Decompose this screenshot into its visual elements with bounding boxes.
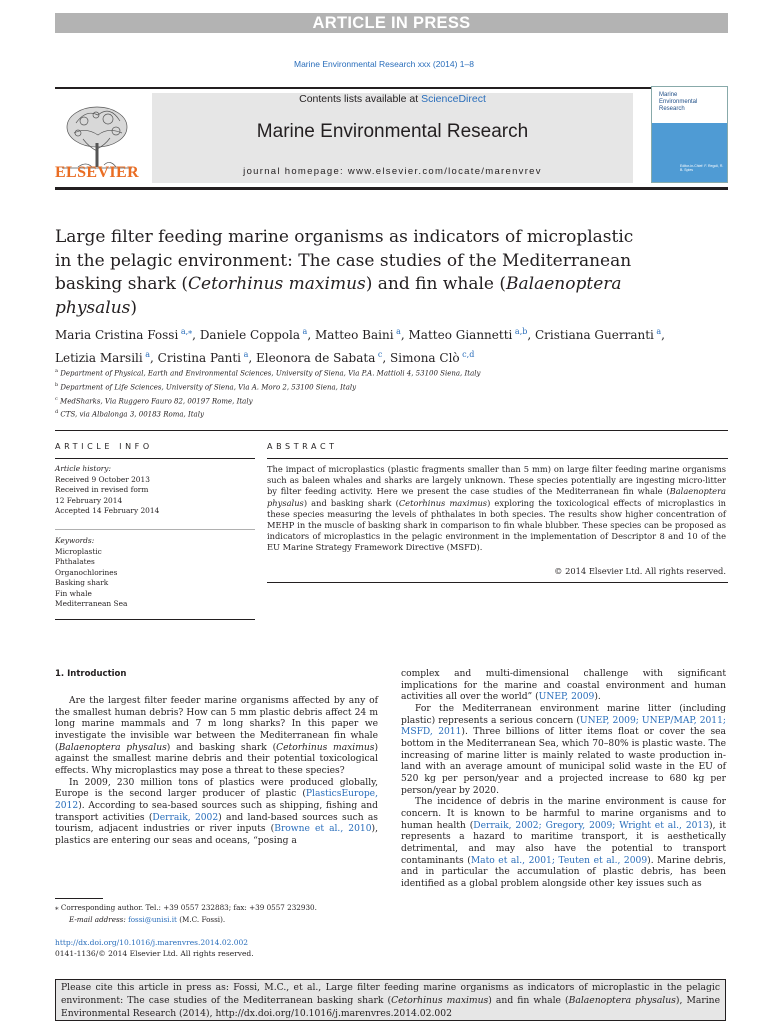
abstract-text: ) exploring the toxicological effects of microplastics in these species measuring the levels of phthalates in both species. The results show higher concentration of MEHP in the muscle of basking shark in comparison to fin whale blubber. These species can be proposed as indicators of microplastics in the pelagic environment in the implementation of Descriptor 8 and 10 of the EU Marine Strategy Framework Directive (MSFD). bbox=[267, 497, 726, 553]
abstract-text bbox=[267, 464, 726, 554]
divider bbox=[55, 619, 255, 620]
journal-title: Marine Environmental Research bbox=[256, 121, 529, 142]
article-title bbox=[55, 226, 645, 320]
keyword: Mediterranean Sea bbox=[55, 599, 128, 608]
body-text: ) and basking shark ( bbox=[166, 742, 277, 753]
history-item: Received in revised form bbox=[55, 485, 149, 494]
affiliation-marker[interactable]: a bbox=[142, 350, 151, 359]
affiliation-marker[interactable]: a bbox=[300, 327, 308, 336]
issn-copyright: 0141-1136/© 2014 Elsevier Ltd. All rights reserved. bbox=[55, 948, 254, 958]
reference-link[interactable]: Derraik, 2002 bbox=[152, 812, 219, 823]
cover-title: Marine Environmental Research bbox=[659, 92, 698, 112]
email-suffix: (M.C. Fossi). bbox=[176, 914, 226, 924]
journal-cite-line[interactable]: Marine Environmental Research xxx (2014) 1–8 bbox=[293, 59, 474, 69]
email-link[interactable]: fossi@unisi.it bbox=[128, 914, 177, 924]
author-name: Eleonora de Sabata bbox=[255, 351, 376, 365]
affiliation: $^c$ MedSharks, Via Ruggero Fauro 82, 00197 Rome, Italy bbox=[55, 395, 253, 405]
reference-link[interactable]: Mato et al., 2001; Teuten et al., 2009 bbox=[470, 855, 648, 866]
affiliations bbox=[55, 366, 675, 421]
body-text: ) against the smallest marine debris and their potential toxicological effects. Why microplastics may pose a threat to these species? bbox=[55, 742, 378, 776]
body-text: ). According to sea-based sources such as shipping, fishing and transport activities ( bbox=[55, 800, 378, 823]
title-text: ) and fin whale ( bbox=[365, 274, 507, 294]
species-name: Balaenoptera physalus bbox=[568, 994, 676, 1006]
doi-link[interactable]: http://dx.doi.org/10.1016/j.marenvres.2014.02.002 bbox=[55, 938, 249, 947]
body-text: ), plastics are entering our seas and oceans, “posing a bbox=[55, 824, 378, 846]
history-item: Received 9 October 2013 bbox=[55, 474, 150, 484]
author-name: Cristina Panti bbox=[157, 351, 242, 365]
sciencedirect-link[interactable]: ScienceDirect bbox=[421, 93, 486, 105]
header-rule-bottom bbox=[55, 187, 728, 190]
author-name: Daniele Coppola bbox=[199, 328, 300, 342]
author-name: Matteo Giannetti bbox=[408, 328, 513, 342]
keyword: Basking shark bbox=[55, 578, 109, 587]
divider bbox=[55, 430, 728, 431]
section-heading-introduction: 1. Introduction bbox=[55, 669, 127, 679]
species-name: Cetorhinus maximus bbox=[391, 994, 489, 1006]
citation-text: ) and fin whale ( bbox=[488, 994, 569, 1006]
author-name: Maria Cristina Fossi bbox=[55, 328, 179, 342]
divider bbox=[267, 582, 728, 583]
body-column-right bbox=[401, 669, 726, 890]
corresponding-author: Corresponding author. Tel.: +39 0557 232883; fax: +39 0557 232930. bbox=[60, 903, 317, 912]
body-text: ) and land-based sources such as tourism, adjacent industries or river inputs ( bbox=[55, 812, 378, 835]
abstract-text: The impact of microplastics (plastic fragments smaller than 5 mm) on large filter feeding marine organisms such as baleen whales and sharks are largely unknown. These species potentially are ingesting micro-litter by filter feeding activity. Here we present the case studies of the Mediterranean fin whale ( bbox=[267, 464, 726, 497]
article-history bbox=[55, 464, 260, 517]
body-paragraph bbox=[401, 704, 726, 797]
footnote bbox=[55, 902, 385, 925]
citation-text: Please cite this article in press as: Fossi, M.C., et al., Large filter feeding marine organisms as indicators of microplastic in the pelagic environment: The case studies of the Mediterranean basking shark ( bbox=[61, 982, 720, 1006]
contents-prefix: Contents lists available at bbox=[299, 93, 422, 105]
history-item: Accepted 14 February 2014 bbox=[55, 506, 160, 515]
species-name: Cetorhinus maximus bbox=[188, 274, 366, 294]
species-name: Balaenoptera physalus bbox=[55, 274, 622, 318]
footnote-rule bbox=[55, 898, 103, 899]
affiliation-marker[interactable]: a,b bbox=[512, 327, 528, 336]
keyword: Phthalates bbox=[55, 557, 95, 566]
abstract-heading: ABSTRACT bbox=[267, 442, 338, 451]
journal-cover-thumbnail[interactable] bbox=[651, 86, 728, 183]
divider bbox=[55, 529, 255, 530]
reference-link[interactable]: Browne et al., 2010 bbox=[274, 824, 372, 835]
species-name: Balaenoptera physalus bbox=[58, 742, 167, 753]
citation-text: ), Marine Environmental Research (2014), http://dx.doi.org/10.1016/j.marenvres.2014.02.002 bbox=[61, 994, 721, 1019]
author-name: Cristiana Guerranti bbox=[535, 328, 654, 342]
body-text: Are the largest filter feeder marine organisms affected by any of the smallest human debris? How can 5 mm plastic debris affect 24 m long marine mammals and 7 m long sharks? In this paper we investigate the invisible war between the Mediterranean fin whale ( bbox=[55, 696, 378, 753]
author-name: Letizia Marsili bbox=[55, 351, 143, 365]
author-name: Matteo Baini bbox=[314, 328, 394, 342]
email-label: E-mail address: bbox=[69, 914, 129, 924]
header-rule-top bbox=[55, 87, 728, 89]
reference-link[interactable]: Derraik, 2002; Gregory, 2009; Wright et al., 2013 bbox=[473, 820, 710, 831]
affiliation-marker[interactable]: a bbox=[393, 327, 401, 336]
affiliation-marker[interactable]: c,d bbox=[459, 350, 475, 359]
body-text: The incidence of debris in the marine environment is cause for concern. It is known to be harmful to marine organisms and to human health ( bbox=[401, 797, 726, 831]
keywords bbox=[55, 536, 260, 610]
history-item: 12 February 2014 bbox=[55, 495, 123, 505]
citation-box bbox=[55, 979, 726, 1021]
author-list: Maria Cristina Fossi $^{a,⁎}$, Daniele Coppola $^a$, Matteo Baini $^a$, Matteo Giannetti $^{a,b}$, Cristiana Guerranti $^a$, Letizia Marsili $^a$, Cristina Panti $^a$, Eleonora de Sabata $^c$, Simona Clò $^{c,d}$ bbox=[55, 327, 665, 365]
affiliation-marker[interactable]: a bbox=[653, 327, 662, 336]
body-text: In 2009, 230 million tons of plastics were produced globally, Europe is the second larger producer of plastic ( bbox=[55, 777, 378, 800]
body-text: ). Three billions of litter items float or cover the sea bottom in the Mediterranean Sea, which 70–80% is plastic waste. The increasing of marine litter is mainly related to waste production in-land with an average amount of municipal solid waste in the EU of 520 kg per person/year and a projected increase to 680 kg per person/year by 2020. bbox=[401, 727, 726, 796]
keyword: Microplastic bbox=[55, 546, 102, 556]
body-paragraph bbox=[55, 778, 378, 848]
keywords-label: Keywords: bbox=[55, 536, 95, 545]
cover-subtitle: Editor-in-Chief: F. Regoli, R. B. Spies bbox=[680, 164, 724, 172]
affiliation-marker[interactable]: a,⁎ bbox=[178, 327, 193, 336]
body-text: ). bbox=[594, 692, 601, 703]
species-name: Cetorhinus maximus bbox=[276, 742, 375, 753]
title-text: Large filter feeding marine organisms as indicators of microplastic in the pelagic environment: The case studies of the Mediterranean basking shark ( bbox=[55, 227, 634, 294]
keyword: Organochlorines bbox=[55, 567, 118, 577]
reference-link[interactable]: UNEP, 2009; UNEP/MAP, 2011; MSFD, 2011 bbox=[401, 715, 726, 738]
body-text: complex and multi-dimensional challenge with significant implications for the marine and coastal environment and human activities all over the world” ( bbox=[401, 669, 726, 703]
abstract-copyright: © 2014 Elsevier Ltd. All rights reserved. bbox=[554, 566, 726, 576]
divider bbox=[267, 458, 728, 459]
history-label: Article history: bbox=[55, 464, 111, 473]
species-name: Cetorhinus maximus bbox=[398, 497, 488, 508]
elsevier-wordmark: ELSEVIER bbox=[54, 164, 140, 181]
affiliation: $^d$ CTS, via Albalonga 3, 00183 Roma, Italy bbox=[55, 409, 204, 419]
article-in-press-banner: ARTICLE IN PRESS bbox=[55, 13, 728, 33]
body-text: For the Mediterranean environment marine litter (including plastic) represents a serious concern ( bbox=[401, 703, 726, 726]
affiliation-marker[interactable]: a bbox=[241, 350, 249, 359]
doi-block bbox=[55, 938, 355, 959]
affiliation: $^a$ Department of Physical, Earth and Environmental Sciences, University of Siena, Via P.A. Mattioli 4, 53100 Siena, Italy bbox=[55, 368, 481, 378]
contents-line bbox=[152, 93, 633, 105]
abstract-text: ) and basking shark ( bbox=[303, 497, 399, 508]
asterisk-icon: ⁎ bbox=[55, 903, 61, 912]
affiliation-marker[interactable]: c bbox=[375, 350, 383, 359]
body-paragraph bbox=[401, 797, 726, 890]
body-text: ), it represents a hazard to maritime transport, it is aesthetically detrimental, and may also have the potential to transport contaminants ( bbox=[401, 820, 726, 866]
species-name: Balaenoptera physalus bbox=[267, 486, 726, 508]
reference-link[interactable]: UNEP, 2009 bbox=[538, 692, 595, 703]
title-text: ) bbox=[130, 297, 138, 318]
body-paragraph bbox=[55, 696, 378, 778]
journal-homepage[interactable]: journal homepage: www.elsevier.com/locate/marenvrev bbox=[243, 166, 542, 177]
body-column-left bbox=[55, 696, 378, 848]
keyword: Fin whale bbox=[55, 588, 92, 598]
affiliation: $^b$ Department of Life Sciences, University of Siena, Via A. Moro 2, 53100 Siena, Italy bbox=[55, 381, 357, 392]
body-paragraph bbox=[401, 669, 726, 704]
article-info-heading: ARTICLE INFO bbox=[55, 442, 153, 451]
author-name: Simona Clò bbox=[390, 351, 460, 365]
body-text: ). Marine debris, and in particular the accumulation of plastic debris, has been identified as a global problem alongside other key issues such as bbox=[401, 855, 726, 889]
reference-link[interactable]: PlasticsEurope, 2012 bbox=[55, 789, 378, 811]
divider bbox=[55, 458, 255, 459]
